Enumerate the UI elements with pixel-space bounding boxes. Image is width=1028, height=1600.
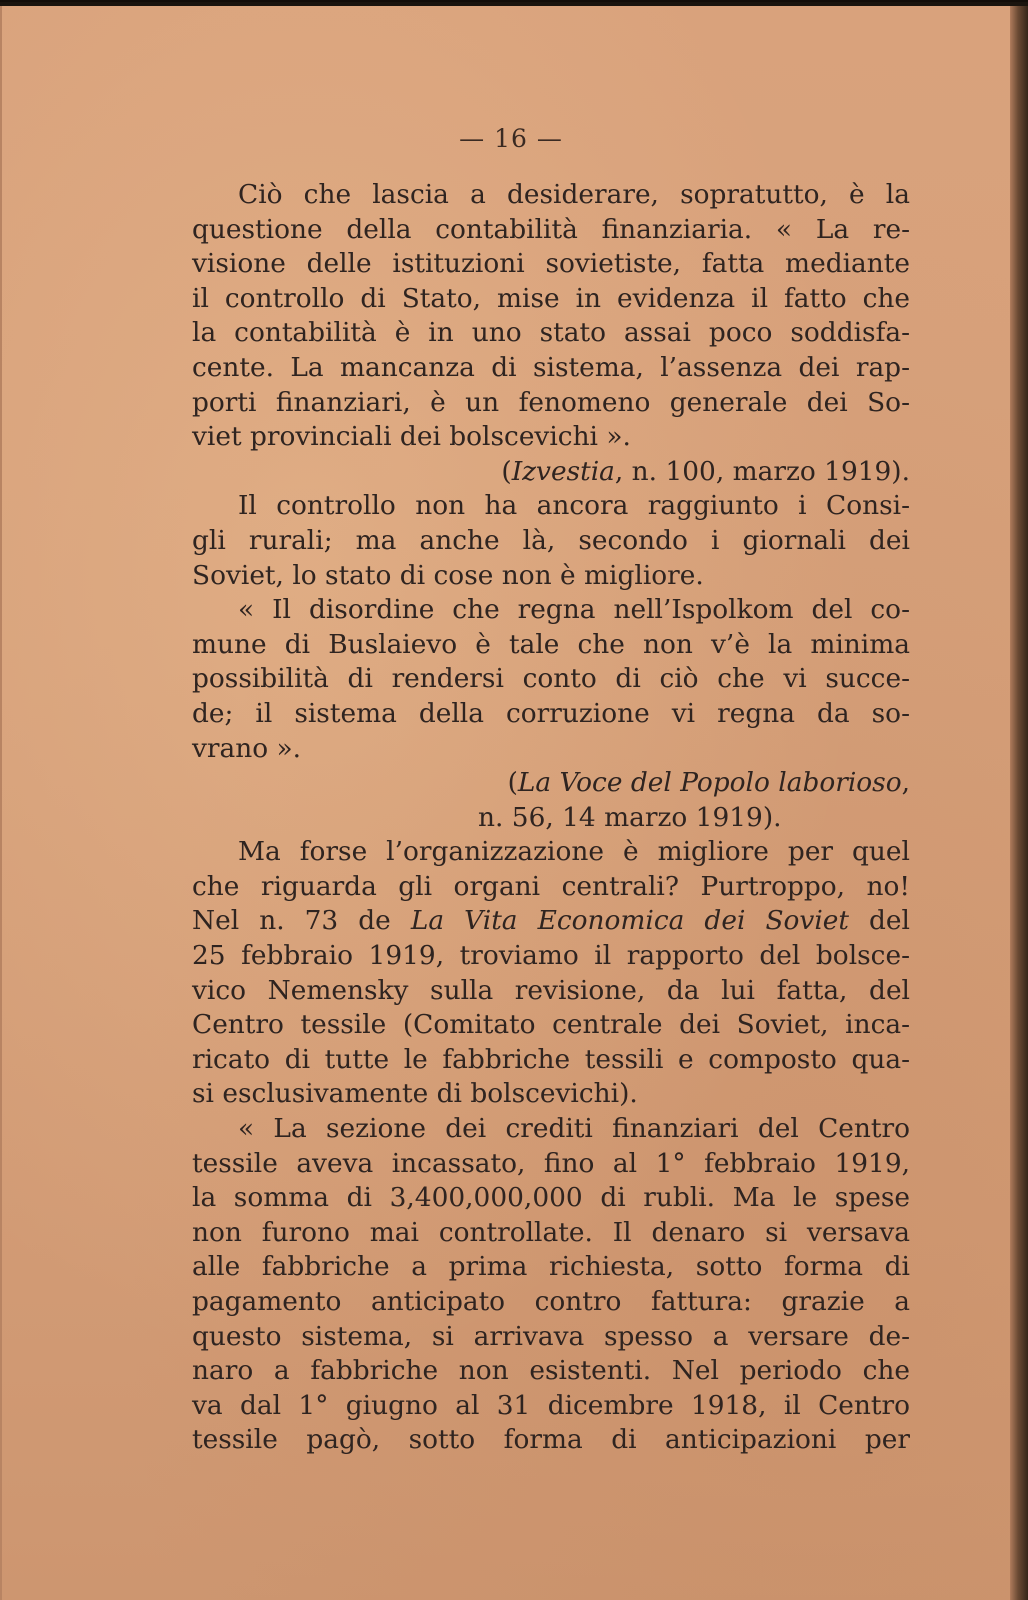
page-number: — 16 — [459,124,563,153]
text-line: tessile pagò, sotto forma di anticipazioni per [192,1424,910,1456]
text-line: mune di Buslaievo è tale che non v’è la minima [192,628,910,660]
italic-title: La Vita Economica dei Soviet [410,905,849,937]
text-line: de; il sistema della corruzione vi regna da so- [192,697,910,729]
citation-line: n. 56, 14 marzo 1919). [478,801,782,833]
citation-line: (Izvestia, n. 100, marzo 1919). [501,455,910,487]
text-line: « Il disordine che regna nell’Ispolkom del co- [238,594,910,626]
text-line: pagamento anticipato contro fattura: grazie a [192,1286,910,1317]
text-line: la somma di 3,400,000,000 di rubli. Ma le spese [192,1182,910,1214]
text-line: la contabilità è in uno stato assai poco soddisfa- [192,317,910,349]
text-line: si esclusivamente di bolscevichi). [192,1078,638,1110]
text-line: naro a fabbriche non esistenti. Nel periodo che [192,1355,910,1387]
text-line: questione della contabilità finanziaria. « La re- [192,213,910,245]
text-line: il controllo di Stato, mise in evidenza il fatto che [192,282,910,314]
scan-top-edge [0,0,1028,2]
text-line: tessile aveva incassato, fino al 1° febbraio 1919, [192,1147,910,1179]
text-line: Ma forse l’organizzazione è migliore per quel [238,836,910,868]
body-text [192,178,910,1458]
text-line: Ciò che lascia a desiderare, sopratutto, è la [238,179,910,210]
text-line: viet provinciali dei bolscevichi ». [192,421,631,453]
text-line: vrano ». [192,732,302,764]
page-spine-edge [1010,6,1028,1600]
text-line: cente. La mancanza di sistema, l’assenza dei rap- [192,351,910,383]
text-line: vico Nemensky sulla revisione, da lui fatta, del [192,974,910,1006]
italic-title: La Voce del Popolo laborioso [517,767,902,799]
text-line: Il controllo non ha ancora raggiunto i Consi- [238,490,910,522]
text-line: « La sezione dei crediti finanziari del Centro [238,1113,910,1145]
text-line: alle fabbriche a prima richiesta, sotto forma di [192,1251,910,1283]
text-line: visione delle istituzioni sovietiste, fatta mediante [192,248,910,280]
text-line: porti finanziari, è un fenomeno generale dei So- [192,386,910,418]
text-line: ricato di tutte le fabbriche tessili e composto qua- [192,1043,910,1075]
text-line: non furono mai controllate. Il denaro si versava [192,1216,910,1248]
text-line: possibilità di rendersi conto di ciò che vi succe- [192,663,910,695]
text-line: che riguarda gli organi centrali? Purtroppo, no! [192,870,910,902]
text-line: Nel n. 73 de La Vita Economica dei Soviet del [192,905,910,937]
text-line: gli rurali; ma anche là, secondo i giornali dei [192,524,910,556]
text-line: 25 febbraio 1919, troviamo il rapporto del bolsce- [192,940,910,972]
text-line: va dal 1° giugno al 31 dicembre 1918, il Centro [192,1389,910,1421]
text-line: questo sistema, si arrivava spesso a versare de- [192,1320,910,1352]
italic-title: Izvestia [511,455,615,487]
book-page [0,6,1020,1600]
text-line: Centro tessile (Comitato centrale dei Soviet, inca- [192,1009,910,1041]
citation-line: (La Voce del Popolo laborioso, [507,767,910,799]
text-line: Soviet, lo stato di cose non è migliore. [192,559,704,591]
